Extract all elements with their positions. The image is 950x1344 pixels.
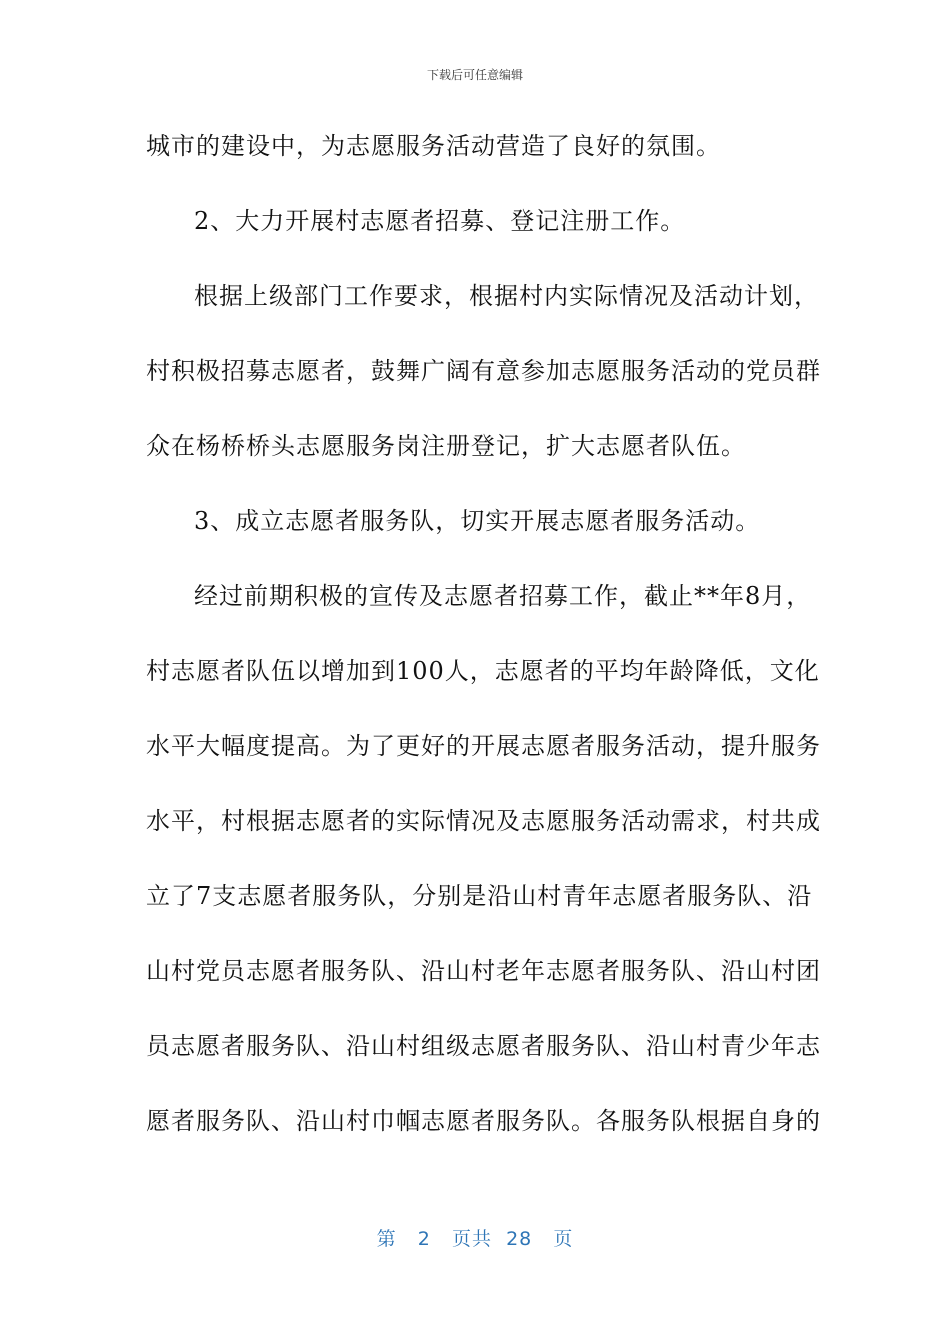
text-line: 经过前期积极的宣传及志愿者招募工作，截止**年8月，: [194, 582, 812, 610]
text-line: 山村党员志愿者服务队、沿山村老年志愿者服务队、沿山村团: [146, 957, 821, 985]
text-line: 水平大幅度提高。为了更好的开展志愿者服务活动，提升服务: [146, 732, 821, 760]
section-heading: 3、成立志愿者服务队，切实开展志愿者服务活动。: [194, 507, 761, 535]
page-label-middle: 页共: [451, 1228, 492, 1250]
text-line: 水平，村根据志愿者的实际情况及志愿服务活动需求，村共成: [146, 807, 821, 835]
text-line: 村志愿者队伍以增加到100人，志愿者的平均年龄降低，文化: [146, 657, 820, 685]
page-footer: [0, 1224, 950, 1251]
text-line: 城市的建设中，为志愿服务活动营造了良好的氛围。: [146, 132, 721, 160]
page-label-suffix: 页: [553, 1228, 574, 1250]
header-note: 下载后可任意编辑: [426, 68, 523, 82]
text-line: 村积极招募志愿者，鼓舞广阔有意参加志愿服务活动的党员群: [146, 357, 821, 385]
text-line: 愿者服务队、沿山村巾帼志愿者服务队。各服务队根据自身的: [146, 1107, 821, 1135]
page-number: 2: [417, 1228, 431, 1250]
text-line: 根据上级部门工作要求，根据村内实际情况及活动计划，: [194, 282, 819, 310]
document-body: [146, 120, 821, 1170]
section-heading: 2、大力开展村志愿者招募、登记注册工作。: [194, 207, 686, 235]
text-line: 立了7支志愿者服务队，分别是沿山村青年志愿者服务队、沿: [146, 882, 813, 910]
text-line: 众在杨桥桥头志愿服务岗注册登记，扩大志愿者队伍。: [146, 432, 746, 460]
page-label-prefix: 第: [376, 1228, 397, 1250]
total-pages: 28: [506, 1228, 533, 1250]
text-line: 员志愿者服务队、沿山村组级志愿者服务队、沿山村青少年志: [146, 1032, 821, 1060]
